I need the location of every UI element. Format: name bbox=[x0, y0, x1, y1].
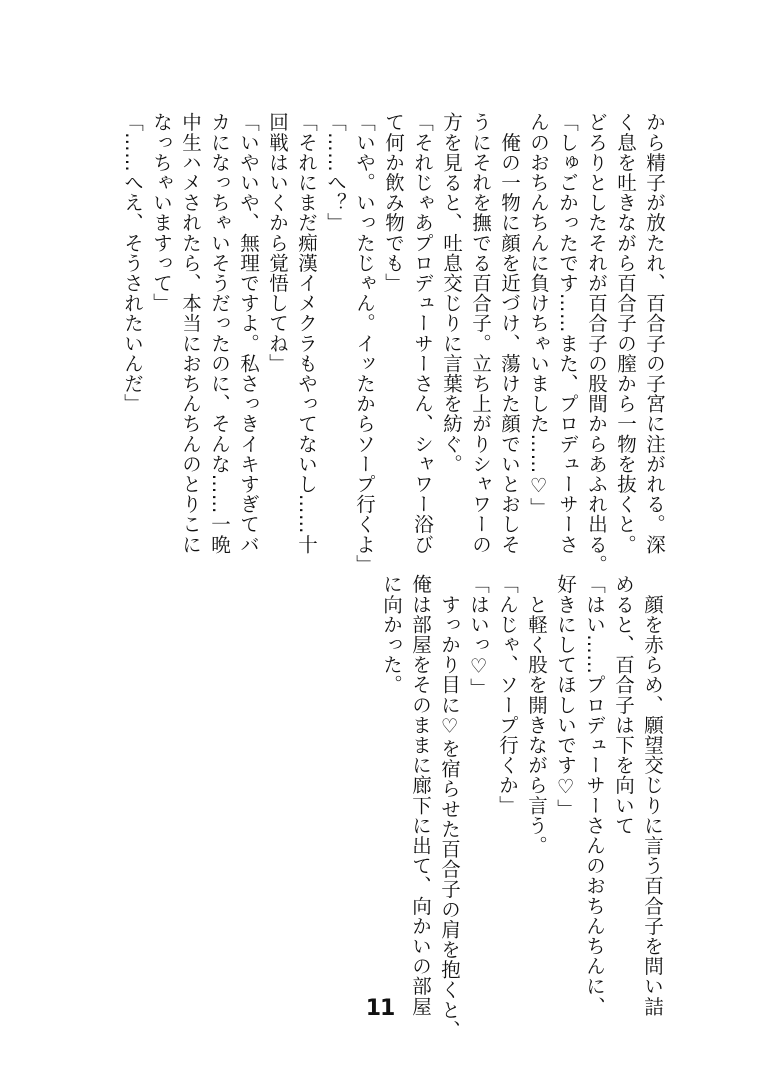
text-line: 「いや。いったじゃん。イッたからソープ行くよ」 bbox=[353, 112, 376, 575]
text-line: て何か飲み物でも」 bbox=[382, 112, 405, 293]
text-line: に向かった。 bbox=[380, 574, 403, 695]
text-line: く息を吐きながら百合子の膣から一物を抜くと。 bbox=[614, 112, 637, 555]
text-line: カになっちゃいそうだったのに、そんな……一晩 bbox=[208, 112, 231, 555]
text-line: 「……へえ、そうされたいんだ」 bbox=[121, 112, 144, 414]
text-line: すっかり目に♡を宿らせた百合子の肩を抱くと、 bbox=[438, 574, 461, 1040]
upper-text-block bbox=[118, 112, 669, 575]
text-line: どろりとしたそれが百合子の股間からあふれ出る。 bbox=[585, 112, 608, 575]
text-line: 俺は部屋をそのままに廊下に出て、向かいの部屋 bbox=[409, 574, 432, 1017]
text-line: 顔を赤らめ、願望交じりに言う百合子を問い詰 bbox=[641, 574, 664, 1017]
text-line: 「はいっ♡」 bbox=[467, 574, 490, 699]
text-line: 俺の一物に顔を近づけ、蕩けた顔でいとおしそ bbox=[498, 112, 521, 555]
text-line: から精子が放たれ、百合子の子宮に注がれる。深 bbox=[643, 112, 666, 555]
text-line: 「それじゃあプロデューサーさん、シャワー浴び bbox=[411, 112, 434, 555]
text-line: 「いやいや、無理ですよ。私さっきイキすぎてバ bbox=[237, 112, 260, 555]
text-line: 「しゅごかったです……また、プロデューサーさ bbox=[556, 112, 579, 555]
text-line: 「……へ？」 bbox=[324, 112, 347, 233]
text-line: めると、百合子は下を向いて bbox=[612, 574, 635, 836]
text-line: うにそれを撫でる百合子。立ち上がりシャワーの bbox=[469, 112, 492, 555]
text-line: 方を見ると、吐息交じりに言葉を紡ぐ。 bbox=[440, 112, 463, 474]
text-line: 「それにまだ痴漢イメクラもやってないし……十 bbox=[295, 112, 318, 555]
text-line: 「はい……プロデューサーさんのおちんちんに、 bbox=[583, 574, 606, 1017]
page-number: 11 bbox=[365, 996, 395, 1021]
text-line: んのおちんちんに負けちゃいました……♡」 bbox=[527, 112, 550, 518]
text-line: と軽く股を開きながら言う。 bbox=[525, 574, 548, 856]
text-line: 中生ハメされたら、本当におちんちんのとりこに bbox=[179, 112, 202, 555]
text-line: なっちゃいますって」 bbox=[150, 112, 173, 313]
text-line: 好きにしてほしいです♡」 bbox=[554, 574, 577, 819]
text-line: 回戦はいくから覚悟してね」 bbox=[266, 112, 289, 374]
text-line: 「んじゃ、ソープ行くか」 bbox=[496, 574, 519, 816]
